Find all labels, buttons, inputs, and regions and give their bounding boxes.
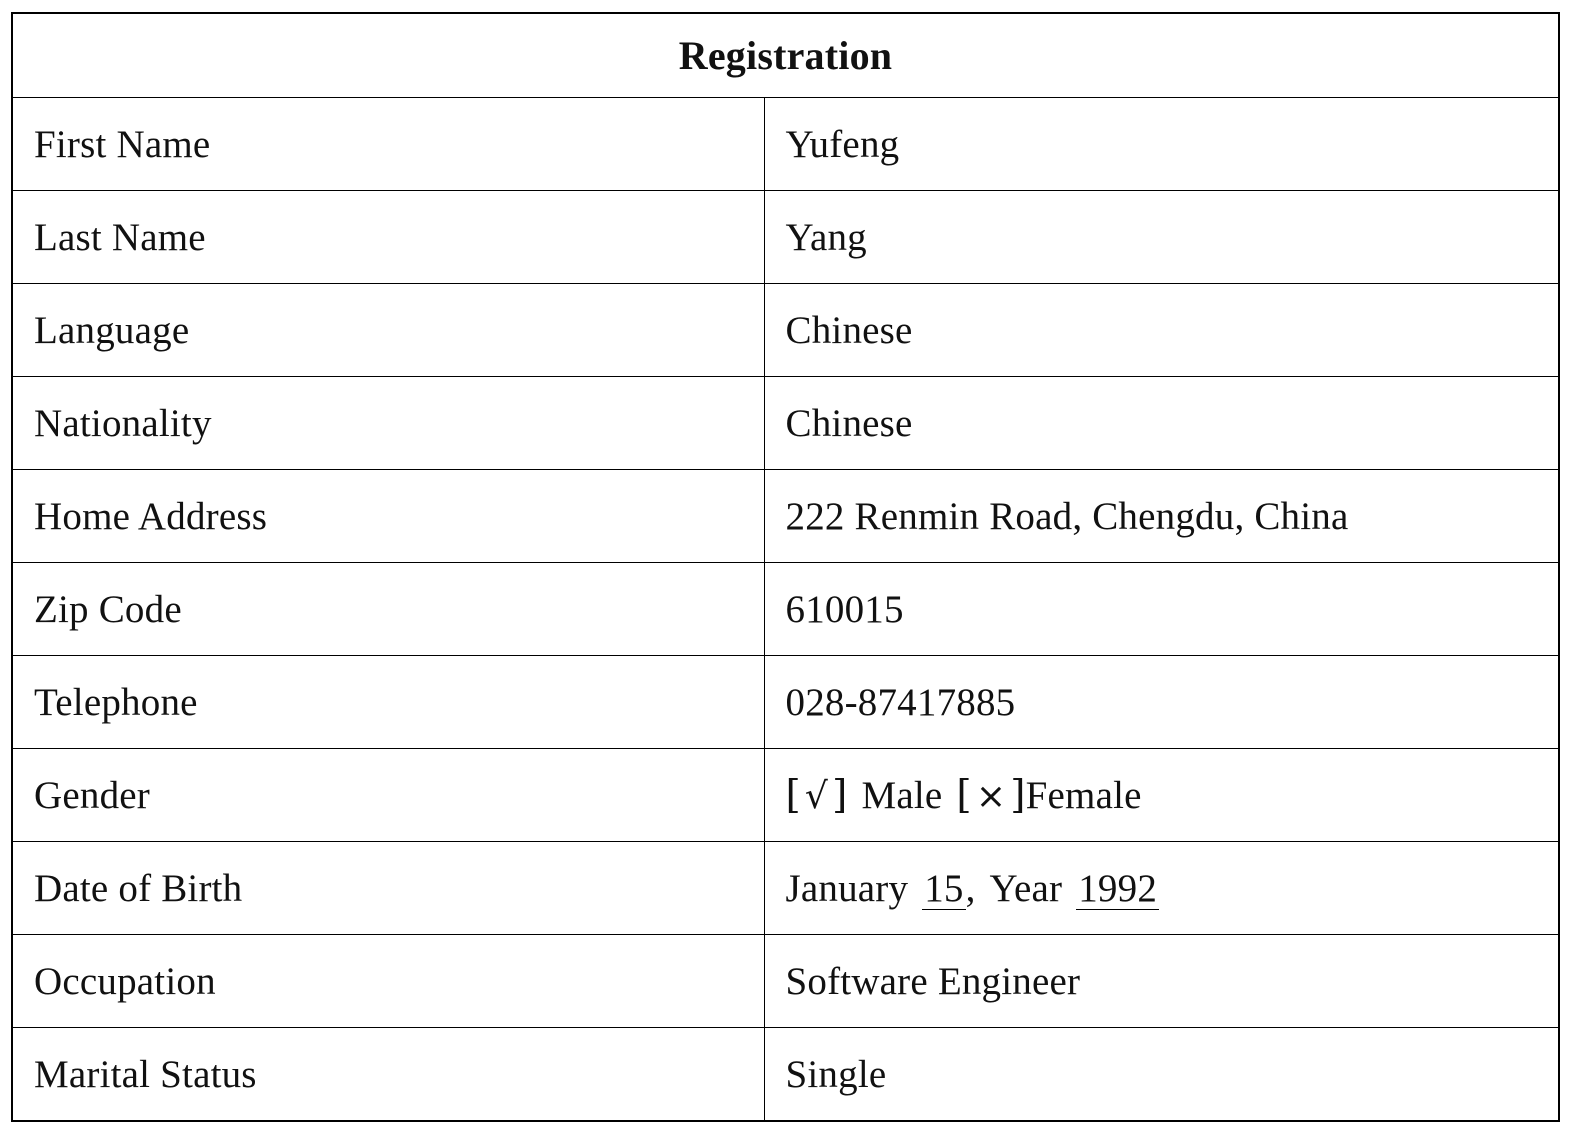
birth-year: 1992 (1078, 866, 1158, 910)
telephone-value: 028-87417885 (764, 656, 1559, 749)
table-row-date-of-birth (12, 842, 1559, 935)
first-name-value: Yufeng (764, 98, 1559, 191)
nationality-label: Nationality (12, 377, 764, 470)
marital-status-label: Marital Status (12, 1028, 764, 1122)
cross-icon: × (975, 775, 1007, 817)
zip-code-value: 610015 (764, 563, 1559, 656)
telephone-label: Telephone (12, 656, 764, 749)
last-name-value: Yang (764, 191, 1559, 284)
date-of-birth-label: Date of Birth (12, 842, 764, 935)
female-close-bracket: ] (1010, 772, 1026, 818)
table-row-home-address (12, 470, 1559, 563)
date-separator: , (965, 866, 976, 910)
gender-label: Gender (12, 749, 764, 842)
birth-month: January (785, 866, 909, 910)
occupation-label: Occupation (12, 935, 764, 1028)
occupation-value: Software Engineer (764, 935, 1559, 1028)
home-address-value: 222 Renmin Road, Chengdu, China (764, 470, 1559, 563)
nationality-value: Chinese (764, 377, 1559, 470)
table-row-language (12, 284, 1559, 377)
table-row-first-name (12, 98, 1559, 191)
table-row-zip-code (12, 563, 1559, 656)
male-open-bracket: [ (785, 772, 801, 818)
registration-form-table (11, 12, 1560, 1122)
form-title: Registration (12, 13, 1559, 98)
table-row-gender (12, 749, 1559, 842)
check-icon: √ (804, 775, 829, 817)
female-open-bracket: [ (956, 772, 972, 818)
birth-year-label: Year (989, 866, 1063, 910)
gender-value (764, 749, 1559, 842)
table-row-last-name (12, 191, 1559, 284)
date-of-birth-value (764, 842, 1559, 935)
title-row (12, 13, 1559, 98)
table-row-marital-status (12, 1028, 1559, 1122)
male-close-bracket: ] (832, 772, 848, 818)
gender-female-label: Female (1025, 773, 1142, 817)
table-row-telephone (12, 656, 1559, 749)
marital-status-value: Single (764, 1028, 1559, 1122)
language-value: Chinese (764, 284, 1559, 377)
last-name-label: Last Name (12, 191, 764, 284)
gender-male-label: Male (861, 773, 943, 817)
first-name-label: First Name (12, 98, 764, 191)
language-label: Language (12, 284, 764, 377)
home-address-label: Home Address (12, 470, 764, 563)
table-row-nationality (12, 377, 1559, 470)
zip-code-label: Zip Code (12, 563, 764, 656)
birth-day: 15 (924, 866, 964, 910)
table-row-occupation (12, 935, 1559, 1028)
